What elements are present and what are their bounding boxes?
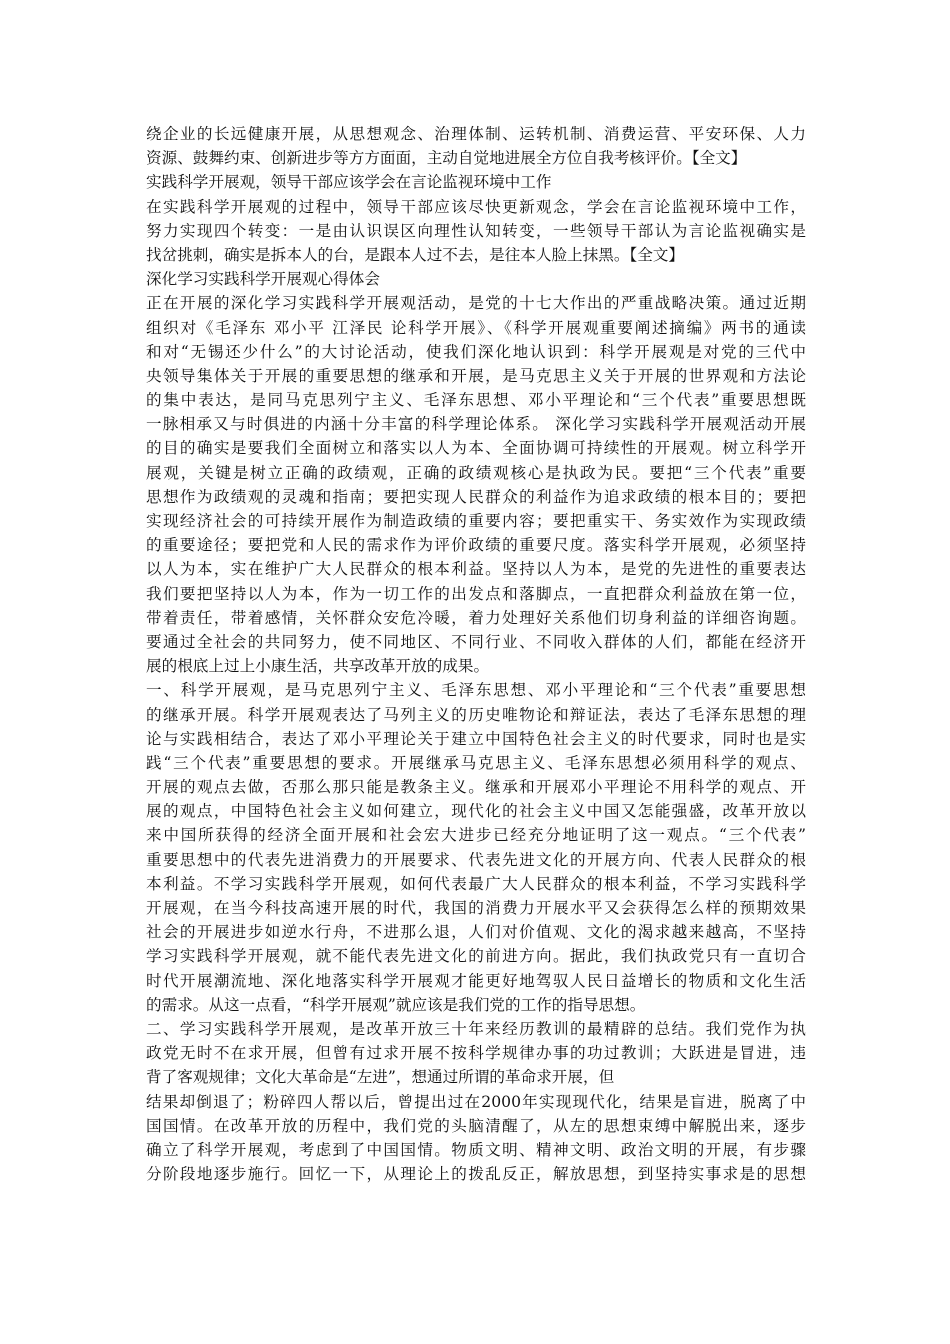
text-line: 社会的开展进步如逆水行舟，不进那么退，人们对价值观、文化的渴求越来越高，不坚持 [146,923,806,942]
text-line: 努力实现四个转变：一是由认识误区向理性认知转变，一些领导干部认为言论监视确实是 [146,221,806,240]
text-line: 结果却倒退了；粉碎四人帮以后，曾提出过在2000年实现现代化，结果是盲进，脱离了中 [146,1092,806,1111]
text-line: 一、科学开展观，是马克思列宁主义、毛泽东思想、邓小平理论和“三个代表”重要思想 [146,681,806,700]
text-line: 思想作为政绩观的灵魂和指南；要把实现人民群众的利益作为追求政绩的根本目的；要把 [146,487,806,506]
text-line: 分阶段地逐步施行。回忆一下，从理论上的拨乱反正，解放思想，到坚持实事求是的思想 [146,1165,806,1184]
text-line: 资源、鼓舞约束、创新进步等方方面面，主动自觉地进展全方位自我考核评价。【全文】 [146,149,747,168]
text-line: 我们要把坚持以人为本，作为一切工作的出发点和落脚点，一直把群众利益放在第一位， [146,584,806,603]
text-line: 以人为本，实在维护广大人民群众的根本利益。坚持以人为本，是党的先进性的重要表达 [146,560,806,579]
text-line: 践“三个代表”重要思想的要求。开展继承马克思主义、毛泽东思想必须用科学的观点、 [146,753,806,772]
text-line: 的需求。从这一点看，“科学开展观”就应该是我们党的工作的指导思想。 [146,995,646,1014]
section-heading: 深化学习实践科学开展观心得体会 [146,270,380,289]
text-line: 学习实践科学开展观，就不能代表先进文化的前进方向。据此，我们执政党只有一直切合 [146,947,806,966]
text-line: 实现经济社会的可持续开展作为制造政绩的重要内容；要把重实干、务实效作为实现政绩 [146,512,806,530]
text-line: 带着责任，带着感情，关怀群众安危冷暖，着力处理好关系他们切身利益的详细咨询题。 [146,608,806,627]
text-line: 开展的观点去做，否那么那只能是教条主义。继承和开展邓小平理论不用科学的观点、开 [146,778,806,797]
text-line: 绕企业的长远健康开展，从思想观念、治理体制、运转机制、消费运营、平安环保、人力 [146,125,806,143]
text-line: 央领导集体关于开展的重要思想的继承和开展，是马克思主义关于开展的世界观和方法论 [146,366,806,385]
text-line: 展的观点，中国特色社会主义如何建立，现代化的社会主义中国又怎能强盛，改革开放以 [146,802,806,821]
text-line: 的目的确实是要我们全面树立和落实以人为本、全面协调可持续性的开展观。树立科学开 [146,439,806,458]
text-line: 的重要途径；要把党和人民的需求作为评价政绩的重要尺度。落实科学开展观，必须坚持 [146,536,806,555]
text-line: 时代开展潮流地、深化地落实科学开展观才能更好地驾驭人民日益增长的物质和文化生活 [146,971,806,990]
text-line: 展观，关键是树立正确的政绩观，正确的政绩观核心是执政为民。要把“三个代表”重要 [146,463,806,482]
text-line: 一脉相承又与时俱进的内涵十分丰富的科学理论体系。 深化学习实践科学开展观活动开展 [146,415,806,434]
text-line: 开展观，在当今科技高速开展的时代，我国的消费力开展水平又会获得怎么样的预期效果 [146,899,806,917]
text-line: 论与实践相结合，表达了邓小平理论关于建立中国特色社会主义的时代要求，同时也是实 [146,729,806,748]
document-page [146,122,806,1186]
text-line: 本利益。不学习实践科学开展观，如何代表最广大人民群众的根本利益，不学习实践科学 [146,874,806,893]
text-line: 在实践科学开展观的过程中，领导干部应该尽快更新观念，学会在言论监视环境中工作， [146,197,806,216]
text-line: 和对“无锡还少什么”的大讨论活动，使我们深化地认识到：科学开展观是对党的三代中 [146,342,806,361]
text-line: 展的根底上过上小康生活，共享改革开放的成果。 [146,657,490,676]
text-line: 二、学习实践科学开展观，是改革开放三十年来经历教训的最精辟的总结。我们党作为执 [146,1019,806,1038]
text-line: 正在开展的深化学习实践科学开展观活动，是党的十七大作出的严重战略决策。通过近期 [146,294,806,313]
text-line: 政党无时不在求开展，但曾有过求开展不按科学规律办事的功过教训；大跃进是冒进，违 [146,1044,806,1063]
text-line: 要通过全社会的共同努力，使不同地区、不同行业、不同收入群体的人们，都能在经济开 [146,632,806,651]
text-line: 组织对《毛泽东 邓小平 江泽民 论科学开展》、《科学开展观重要阐述摘编》两书的通读 [146,318,806,337]
text-line: 来中国所获得的经济全面开展和社会宏大进步已经充分地证明了这一观点。“三个代表” [146,826,806,845]
text-line: 背了客观规律；文化大革命是“左进”，想通过所谓的革命求开展，但 [146,1068,615,1087]
text-line: 确立了科学开展观，考虑到了中国国情。物质文明、精神文明、政治文明的开展，有步骤 [146,1140,806,1159]
text-line: 的集中表达，是同马克思列宁主义、毛泽东思想、邓小平理论和“三个代表”重要思想既 [146,391,806,410]
text-line: 重要思想中的代表先进消费力的开展要求、代表先进文化的开展方向、代表人民群众的根 [146,850,806,869]
text-line: 找岔挑刺，确实是拆本人的台，是跟本人过不去，是往本人脸上抹黑。【全文】 [146,245,684,264]
text-line: 的继承开展。科学开展观表达了马列主义的历史唯物论和辩证法，表达了毛泽东思想的理 [146,705,806,724]
text-line: 国国情。在改革开放的历程中，我们党的头脑清醒了，从左的思想束缚中解脱出来，逐步 [146,1116,806,1135]
section-heading: 实践科学开展观，领导干部应该学会在言论监视环境中工作 [146,173,552,192]
